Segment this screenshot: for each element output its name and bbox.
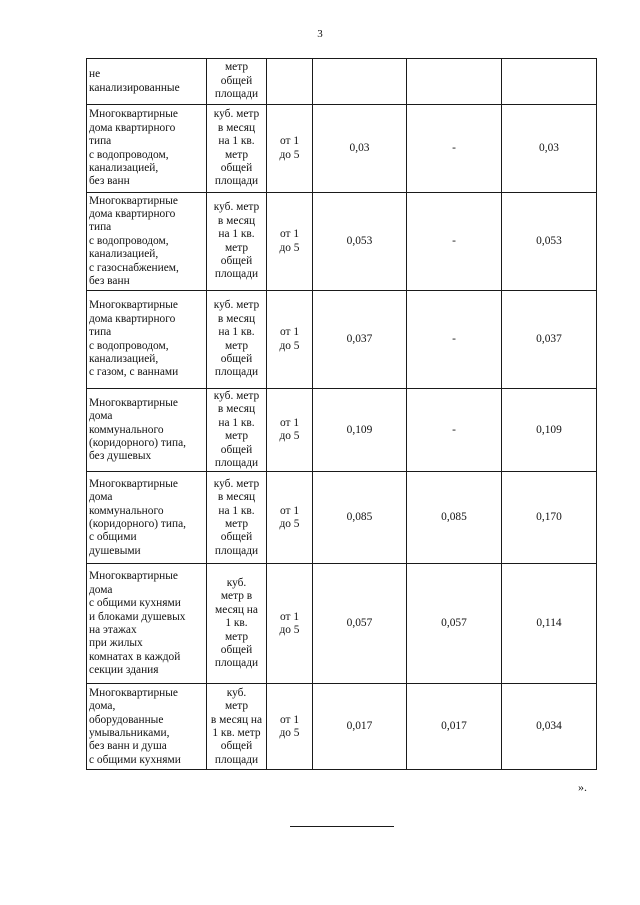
norms-table (86, 58, 597, 770)
norm-total-cell (502, 684, 597, 770)
housing-type-cell-text: Многоквартирные дома коммунального (коридорного) типа, с общими душевыми (89, 477, 187, 557)
norm-total-cell (502, 564, 597, 684)
floors-range-cell (267, 105, 313, 193)
unit-cell-text: куб. метр в месяц на 1 кв. метр общей площади (213, 201, 260, 281)
floors-range-cell (267, 564, 313, 684)
unit-cell-text: куб. метр в месяц на 1 кв. метр общей площади (214, 577, 259, 670)
housing-type-cell (87, 564, 207, 684)
table-row (87, 472, 597, 564)
norm-value-cell-text: - (452, 141, 456, 154)
housing-type-cell-text: Многоквартирные дома квартирного типа с водопроводом, канализацией, с газоснабжением, без ванн (89, 194, 179, 288)
unit-cell (207, 389, 267, 472)
norm-value-cell (407, 59, 502, 105)
norm-total-cell (502, 59, 597, 105)
norm-value-cell (407, 291, 502, 389)
norm-value-cell (407, 389, 502, 472)
table-row (87, 291, 597, 389)
norm-value-cell (407, 684, 502, 770)
floors-range-cell (267, 684, 313, 770)
unit-cell-text: куб. метр в месяц на 1 кв. метр общей площади (213, 390, 260, 470)
unit-cell (207, 684, 267, 770)
norm-total-cell (502, 193, 597, 291)
floors-range-cell-text: от 1 до 5 (279, 504, 300, 530)
table-row (87, 684, 597, 770)
unit-cell (207, 59, 267, 105)
unit-cell-text: метр общей площади (214, 61, 259, 101)
housing-type-cell (87, 472, 207, 564)
norm-value-cell (313, 105, 407, 193)
floors-range-cell-text: от 1 до 5 (279, 416, 300, 443)
unit-cell-text: куб. метр в месяц на 1 кв. метр общей площади (213, 477, 260, 557)
table-body (87, 59, 597, 770)
table-row (87, 389, 597, 472)
closing-quote: ». (578, 780, 587, 794)
floors-range-cell (267, 472, 313, 564)
norm-value-cell (313, 193, 407, 291)
norm-value-cell-text: - (452, 423, 456, 436)
signature-line (290, 826, 394, 827)
norm-total-cell (502, 105, 597, 193)
norm-value-cell (407, 564, 502, 684)
norm-value-cell-text: - (452, 234, 456, 247)
housing-type-cell-text: Многоквартирные дома квартирного типа с водопроводом, канализацией, с газом, с ваннами (89, 299, 179, 379)
norm-total-cell-text: 0,109 (536, 423, 562, 436)
norm-value-cell (407, 472, 502, 564)
norm-value-cell-text: 0,057 (441, 617, 467, 630)
norm-value-cell (313, 684, 407, 770)
norm-total-cell-text: 0,034 (536, 720, 562, 733)
norm-value-cell-text: 0,057 (346, 617, 373, 630)
norm-total-cell (502, 472, 597, 564)
norm-value-cell-text: 0,017 (346, 720, 373, 733)
unit-cell (207, 564, 267, 684)
housing-type-cell (87, 389, 207, 472)
floors-range-cell-text: от 1 до 5 (279, 135, 300, 161)
unit-cell-text: куб. метр в месяц на 1 кв. метр общей площади (213, 108, 260, 188)
norm-value-cell-text: 0,085 (346, 511, 373, 524)
housing-type-cell-text: Многоквартирные дома квартирного типа с водопроводом, канализацией, без ванн (89, 108, 178, 188)
unit-cell-text: куб. метр в месяц на 1 кв. метр общей площади (213, 299, 260, 379)
unit-cell (207, 193, 267, 291)
norm-total-cell-text: 0,053 (536, 234, 562, 247)
norm-total-cell-text: 0,03 (539, 141, 559, 154)
norm-value-cell (313, 291, 407, 389)
table-row (87, 564, 597, 684)
norm-value-cell (407, 193, 502, 291)
norm-value-cell (407, 105, 502, 193)
housing-type-cell-text: Многоквартирные дома с общими кухнями и блоками душевых на этажах при жилых комнатах в каждой секции здания (89, 570, 186, 677)
norm-value-cell-text: 0,017 (441, 720, 467, 733)
norm-value-cell-text: 0,053 (346, 234, 373, 247)
floors-range-cell-text: от 1 до 5 (279, 228, 300, 254)
floors-range-cell (267, 59, 313, 105)
norm-value-cell-text: 0,037 (346, 332, 373, 345)
housing-type-cell (87, 684, 207, 770)
norm-total-cell (502, 389, 597, 472)
unit-cell-text: куб. метр в месяц на 1 кв. метр общей площади (210, 686, 263, 766)
housing-type-cell-text: Многоквартирные дома, оборудованные умывальниками, без ванн и душа с общими кухнями (89, 686, 181, 766)
housing-type-cell-text: Многоквартирные дома коммунального (коридорного) типа, без душевых (89, 396, 187, 463)
norm-value-cell-text: - (452, 332, 456, 345)
housing-type-cell (87, 193, 207, 291)
norm-total-cell-text: 0,170 (536, 511, 562, 524)
table-row (87, 105, 597, 193)
table-row (87, 193, 597, 291)
norm-value-cell-text: 0,03 (349, 141, 370, 154)
norm-value-cell (313, 389, 407, 472)
floors-range-cell (267, 389, 313, 472)
floors-range-cell-text: от 1 до 5 (279, 713, 300, 739)
unit-cell (207, 291, 267, 389)
norm-value-cell (313, 59, 407, 105)
norm-value-cell-text: 0,085 (441, 511, 467, 524)
floors-range-cell (267, 193, 313, 291)
norm-value-cell-text: 0,109 (346, 423, 373, 436)
norm-value-cell (313, 564, 407, 684)
unit-cell (207, 472, 267, 564)
housing-type-cell (87, 291, 207, 389)
norm-total-cell (502, 291, 597, 389)
housing-type-cell (87, 105, 207, 193)
floors-range-cell-text: от 1 до 5 (279, 610, 300, 636)
unit-cell (207, 105, 267, 193)
page-number: 3 (317, 28, 323, 40)
housing-type-cell-text: не канализированные (89, 68, 180, 94)
norm-value-cell (313, 472, 407, 564)
norm-total-cell-text: 0,037 (536, 332, 562, 345)
table-row (87, 59, 597, 105)
floors-range-cell-text: от 1 до 5 (279, 326, 300, 352)
floors-range-cell (267, 291, 313, 389)
housing-type-cell (87, 59, 207, 105)
norm-total-cell-text: 0,114 (536, 617, 562, 630)
